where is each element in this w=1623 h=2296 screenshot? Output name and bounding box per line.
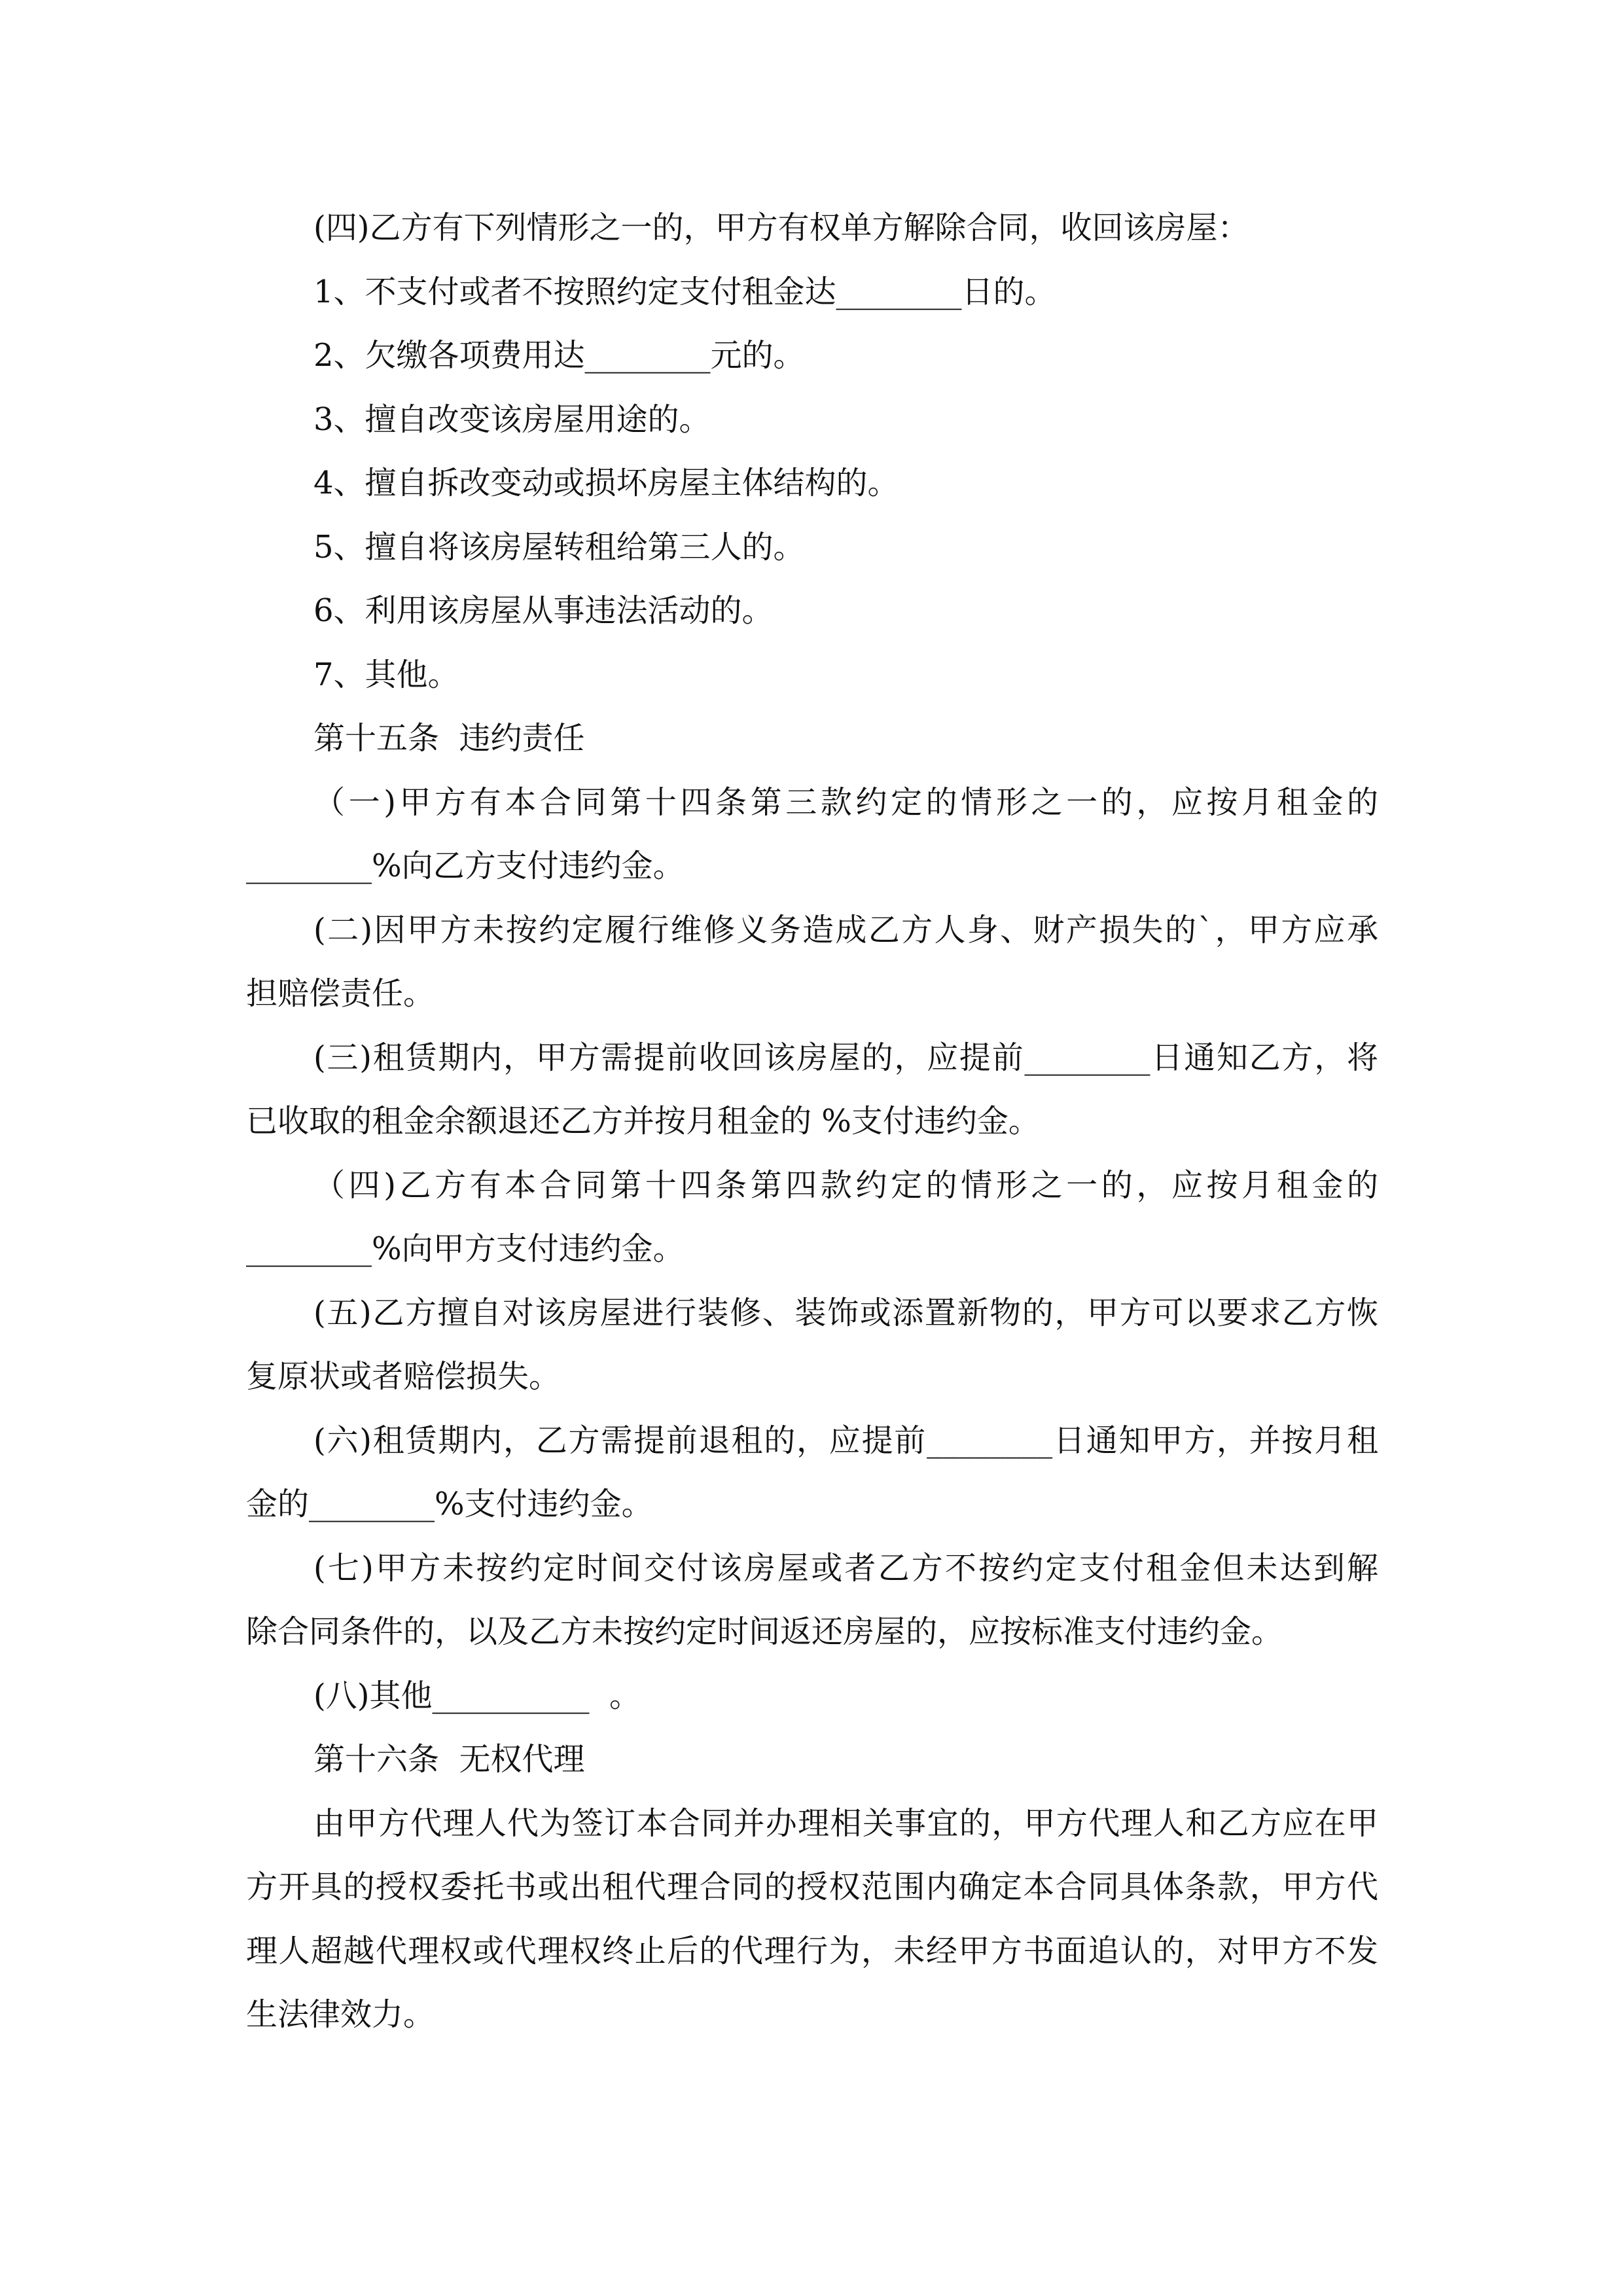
document-body <box>246 196 1378 2047</box>
clause-4-heading: (四)乙方有下列情形之一的，甲方有权单方解除合同，收回该房屋： <box>313 209 1249 246</box>
article-15-para-7-line-1: (七)甲方未按约定时间交付该房屋或者乙方不按约定支付租金但未达到解 <box>313 1549 1378 1587</box>
article-15-para-8: (八)其他__________ 。 <box>313 1677 641 1714</box>
article-15-para-2-line-1: (二)因甲方未按约定履行维修义务造成乙方人身、财产损失的`，甲方应承 <box>313 911 1378 948</box>
article-15-para-1-line-2: ________%向乙方支付违约金。 <box>246 848 685 884</box>
article-16-para-line-1: 由甲方代理人代为签订本合同并办理相关事宜的，甲方代理人和乙方应在甲 <box>313 1804 1378 1842</box>
clause-4-item-6: 6、利用该房屋从事违法活动的。 <box>313 592 774 629</box>
article-15-para-4-line-1: （四)乙方有本合同第十四条第四款约定的情形之一的，应按月租金的 <box>313 1166 1378 1204</box>
article-15-title: 第十五条 违约责任 <box>313 720 585 757</box>
clause-4-item-5: 5、擅自将该房屋转租给第三人的。 <box>313 528 805 565</box>
article-15-para-7-line-2: 除合同条件的，以及乙方未按约定时间返还房屋的，应按标准支付违约金。 <box>246 1613 1283 1650</box>
clause-4-item-2: 2、欠缴各项费用达________元的。 <box>313 337 805 374</box>
article-15-para-4-line-2: ________%向甲方支付违约金。 <box>246 1230 685 1267</box>
article-16-para-line-2: 方开具的授权委托书或出租代理合同的授权范围内确定本合同具体条款，甲方代 <box>246 1869 1378 1905</box>
article-15-para-2-line-2: 担赔偿责任。 <box>246 975 435 1012</box>
clause-4-item-7: 7、其他。 <box>313 656 459 693</box>
article-15-para-5-line-1: (五)乙方擅自对该房屋进行装修、装饰或添置新物的，甲方可以要求乙方恢 <box>313 1294 1378 1331</box>
article-16-para-line-4: 生法律效力。 <box>246 1996 435 2033</box>
article-15-para-6-line-2: 金的________%支付违约金。 <box>246 1486 653 1522</box>
clause-4-item-4: 4、擅自拆改变动或损坏房屋主体结构的。 <box>313 465 899 501</box>
article-16-title: 第十六条 无权代理 <box>313 1741 585 1778</box>
article-15-para-5-line-2: 复原状或者赔偿损失。 <box>246 1358 561 1395</box>
article-15-para-6-line-1: (六)租赁期内，乙方需提前退租的，应提前________日通知甲方，并按月租 <box>313 1422 1378 1459</box>
clause-4-item-3: 3、擅自改变该房屋用途的。 <box>313 401 711 438</box>
article-16-para-line-3: 理人超越代理权或代理权终止后的代理行为，未经甲方书面追认的，对甲方不发 <box>246 1932 1378 1969</box>
clause-4-item-1: 1、不支付或者不按照约定支付租金达________日的。 <box>313 273 1056 310</box>
article-15-para-3-line-2: 已收取的租金余额退还乙方并按月租金的 %支付违约金。 <box>246 1103 1040 1139</box>
article-15-para-3-line-1: (三)租赁期内，甲方需提前收回该房屋的，应提前________日通知乙方，将 <box>313 1039 1378 1076</box>
article-15-para-1-line-1: （一)甲方有本合同第十四条第三款约定的情形之一的，应按月租金的 <box>313 783 1378 821</box>
